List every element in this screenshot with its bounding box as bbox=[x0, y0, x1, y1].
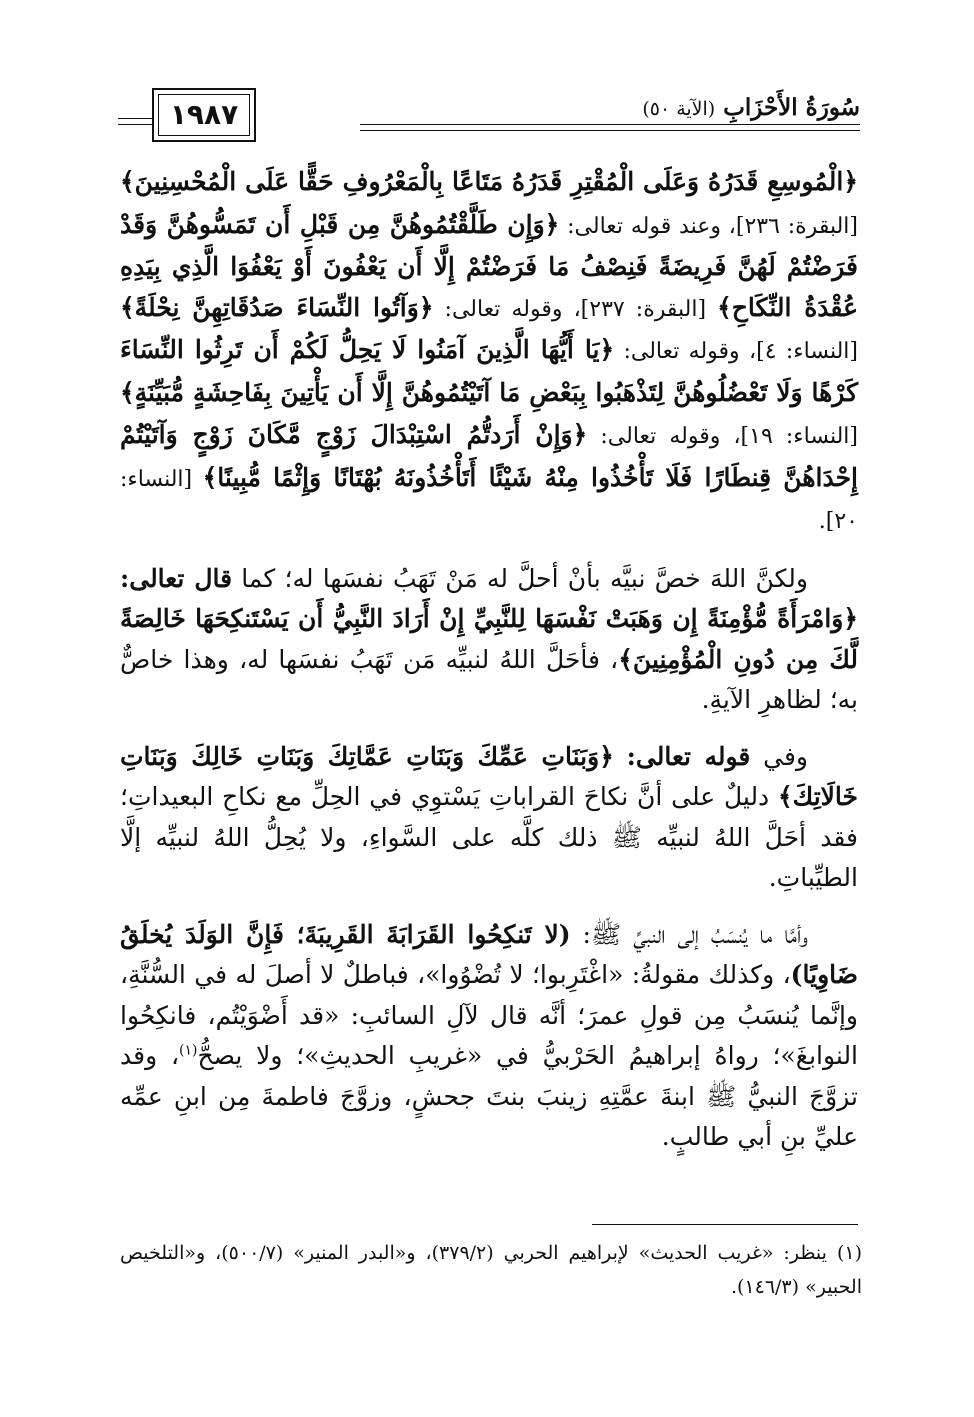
hadith-quote: (لا تَنكِحُوا القَرَابَةَ القَرِيبَةَ؛ فَإِنَّ الوَلَدَ يُخلَقُ ضَاوِيًا) bbox=[120, 919, 858, 989]
text-run: وفي bbox=[750, 741, 808, 771]
text-run bbox=[614, 742, 627, 771]
text-run: [النساء: ١٩]، وقوله تعالى: bbox=[587, 424, 858, 449]
quran-verse: ﴿وَآتُوا النِّسَاءَ صَدُقَاتِهِنَّ نِحْلَةً﴾ bbox=[120, 292, 434, 322]
header-rule-left bbox=[118, 118, 152, 119]
text-run: [النساء: ٤]، وقوله تعالى: bbox=[614, 339, 858, 364]
ayah-reference: (الآية ٥٠) bbox=[642, 98, 716, 120]
text-run-bold: قوله تعالى: bbox=[626, 741, 751, 771]
page-header bbox=[118, 88, 860, 154]
paragraph-2 bbox=[120, 559, 858, 721]
text-run: [البقرة: ٢٣٦]، وعند قوله تعالى: bbox=[559, 213, 858, 239]
quran-verse: ﴿وَبَنَاتِ عَمِّكَ وَبَنَاتِ عَمَّاتِكَ وَبَنَاتِ خَالِكَ وَبَنَاتِ خَالَاتِكَ﴾ bbox=[120, 741, 858, 811]
text-run: وأمَّا ما يُنسَبُ إلى النبيِّ ﷺ: bbox=[570, 919, 808, 949]
main-text bbox=[120, 162, 858, 1158]
footnote-text: ينظر: «غريب الحديث» لإبراهيم الحربي (٣٧٩/٢)، و«البدر المنير» (٥٠٠/٧)، و«التلخيص الحبير» (١٤٦/٣). bbox=[120, 1242, 862, 1298]
paragraph-1 bbox=[120, 162, 858, 543]
text-run: ، فأحَلَّ اللهُ لنبيِّه مَن تَهَبُ نفسَها له، وهذا خاصٌّ به؛ لظاهرِ الآيةِ. bbox=[120, 644, 858, 714]
quran-verse: ﴿يَا أَيُّهَا الَّذِينَ آمَنُوا لَا يَحِلُّ لَكُمْ أَن تَرِثُوا النِّسَاءَ كَرْهًا وَلَا تَعْضُلُوهُنَّ لِتَذْهَبُوا بِبَعْضِ مَا آتَيْتُمُوهُنَّ إِلَّا أَن يَأْتِينَ بِفَاحِشَةٍ مُّبَيِّنَةٍ﴾ bbox=[120, 335, 858, 407]
footnote bbox=[120, 1236, 862, 1304]
footnote-marker[interactable]: (١) bbox=[179, 1042, 198, 1059]
footnote-number: (١) bbox=[836, 1242, 862, 1264]
quran-verse: ﴿وَإِنْ أَرَدتُّمُ اسْتِبْدَالَ زَوْجٍ مَّكَانَ زَوْجٍ وَآتَيْتُمْ إِحْدَاهُنَّ قِنطَارًا فَلَا تَأْخُذُوا مِنْهُ شَيْئًا أَتَأْخُذُونَهُ بُهْتَانًا وَإِثْمًا مُّبِينًا﴾ bbox=[120, 420, 858, 492]
header-rule bbox=[360, 124, 860, 125]
quran-verse: ﴿وَإِن طَلَّقْتُمُوهُنَّ مِن قَبْلِ أَن تَمَسُّوهُنَّ وَقَدْ فَرَضْتُمْ لَهُنَّ فَرِيضَةً فَنِصْفُ مَا فَرَضْتُمْ إِلَّا أَن يَعْفُونَ أَوْ يَعْفُوَا الَّذِي بِيَدِهِ عُقْدَةُ النِّكَاحِ﴾ bbox=[120, 209, 858, 322]
text-run: دليلٌ على أنَّ نكاحَ القراباتِ يَسْتوِي في الحِلِّ مع نكاحِ البعيداتِ؛ فقد أحَلَّ اللهُ لنبيِّه ﷺ ذلك كلَّه على السَّواءِ، ولا يُحِلُّ اللهُ لنبيِّه إلَّا الطيِّباتِ. bbox=[120, 782, 858, 892]
text-run: [النساء: ٢٠]. bbox=[120, 466, 858, 534]
page-number: ١٩٨٧ bbox=[169, 98, 239, 131]
quran-verse: ﴿الْمُوسِعِ قَدَرُهُ وَعَلَى الْمُقْتِرِ قَدَرُهُ مَتَاعًا بِالْمَعْرُوفِ حَقًّا عَلَى الْمُحْسِنِينَ﴾ bbox=[120, 167, 858, 196]
paragraph-4 bbox=[120, 915, 858, 1158]
text-run: [البقرة: ٢٣٧]، وقوله تعالى: bbox=[433, 296, 718, 322]
header-rule bbox=[360, 130, 860, 131]
text-run: ولكنَّ اللهَ خصَّ نبيَّه بأنْ أحلَّ له مَنْ تَهَبُ نفسَها له؛ كما bbox=[232, 563, 808, 593]
header-rule-left bbox=[118, 124, 152, 125]
surah-name: سُورَةُ الأَحْزَابِ bbox=[723, 94, 860, 121]
text-run-bold: قال تعالى: bbox=[120, 563, 233, 593]
page-number-frame bbox=[152, 88, 256, 142]
paragraph-3 bbox=[120, 737, 858, 899]
text-run: ، وقد تزوَّجَ النبيُّ ﷺ ابنةَ عمَّتِهِ زينبَ بنتَ جحشٍ، وزوَّجَ فاطمةَ مِن ابنِ عمِّه عليِّ بنِ أبي طالبٍ. bbox=[120, 1041, 858, 1151]
quran-verse: ﴿وَامْرَأَةً مُّؤْمِنَةً إِن وَهَبَتْ نَفْسَهَا لِلنَّبِيِّ إِنْ أَرَادَ النَّبِيُّ أَن يَسْتَنكِحَهَا خَالِصَةً لَّكَ مِن دُونِ الْمُؤْمِنِينَ﴾ bbox=[120, 604, 859, 674]
text-run: ، وكذلك مقولةُ: «اغْتَرِبوا؛ لا تُضْوُوا»، فباطلٌ لا أصلَ له في السُّنَّةِ، وإنَّما يُنسَبُ مِن قولِ عمرَ؛ أنَّه قال لآلِ السائبِ: «قد أَضْوَيْتُم، فانكِحُوا النوابغَ»؛ رواهُ إبراهيمُ الحَرْبيُّ في «غريبِ الحديثِ»؛ ولا يصحُّ bbox=[120, 960, 859, 1070]
surah-title bbox=[642, 94, 860, 121]
footnote-separator bbox=[592, 1224, 858, 1225]
